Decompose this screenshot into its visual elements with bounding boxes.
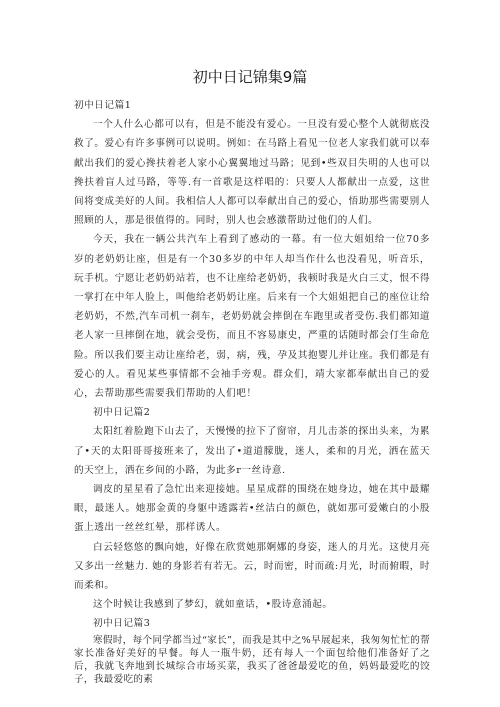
paragraph: 今天，我在一辆公共汽车上看到了感动的一幕。有一位大姐姐给一位70多岁的老奶奶让座，但是有一个30多岁的中年人却当作什么也没看见，听音乐，玩手机。宁愿让老奶奶站若，也不让座给老奶奶，我顿时我是火白三丈，恨不得一掌打在中年人脸上，叫他给老奶奶让座。后来有一个大姐姐把自己的座位让给老奶奶，不然,汽车司机一刹车，老奶奶就会摔倒在车跑里或者受伤.我们都知道老人家一旦摔倒在地，就会受伤，而且不容易康史，严重的话随时都会仃生命危险。所以我们要主动让座给老，弱，病，残，孕及其抱婴儿并让座。我们都是有爱心的人。看见某些事情都不会袖手旁观。群众们，靖大家都奉献出自己的爱心，去帮助那些需要我们帮助的人们吧！: [74, 234, 430, 400]
section-heading-3: 初中日记篇3: [93, 618, 151, 630]
paragraph: 白云轻悠悠的飘向她，好像在欣赏她那婀娜的身姿，迷人的月光。这使月亮又多出一丝魅力. 她的身影若有若无。云，时而密，时而疏:月光，时而俯暇，时而柔和。: [74, 541, 430, 592]
paragraph: 寒假时，每个同学都当过“家长”，而我是其中之%早展起来，我匆匆忙忙的帮家长准备好美好的早餐。每人一瓶牛奶，还有每人一个面包给他们准备好了之后，我就飞奔地到长城综合市场买菜，我买了爸爸最爱吃的鱼，妈妈最爱吃的饺子，我最爱吃的素: [74, 634, 430, 685]
page-title: 初中日记锦集9篇: [192, 68, 308, 86]
paragraph: 这个时候让我感到了梦幻，就如童话，•股诗意涌起。: [93, 599, 333, 611]
paragraph: 一个人什么心都可以有，但是不能没有爱心。一旦没有爱心整个人就彻底没救了。爱心有许多事例可以说明。例如：在马路上看见一位老人家我们就可以奉献出我们的爱心搀扶着老人家小心翼翼地过马路；见到•些双目失明的人也可以搀扶着盲人过马路，等等.有一首歌是这样唱的：只要人人都献出一点爱，这世间将变成美好的人间。我相信人人都可以奉献出自己的爱心，悟助那些需要别人照顾的人，那是很值得的。同时，别人也会感激帮助过他们的人们。: [74, 119, 430, 227]
section-heading-1: 初中日记篇1: [74, 100, 132, 111]
section-heading-2: 初中日记篇2: [93, 407, 151, 419]
paragraph: 太阳红着脸跑下山去了，天慢慢的拉下了窗帘，月儿击茶的探出头来，为累了•天的太阳哥哥接班来了，发出了•道道朦胧，迷人，柔和的月光，洒在蓝天的天空上，洒在乡间的小路，为此多r一丝诗意.: [74, 426, 430, 476]
document-body: [74, 96, 430, 686]
paragraph: 调皮的星星看了急忙出来迎接她。星星成群的围绕在她身边，她在其中最耀眼，最迷人。她那金黄的身躯中透露若•丝洁白的颜色，就如那可爱嫩白的小股蛋上透出一丝丝红晕，那样诱人。: [74, 484, 430, 534]
